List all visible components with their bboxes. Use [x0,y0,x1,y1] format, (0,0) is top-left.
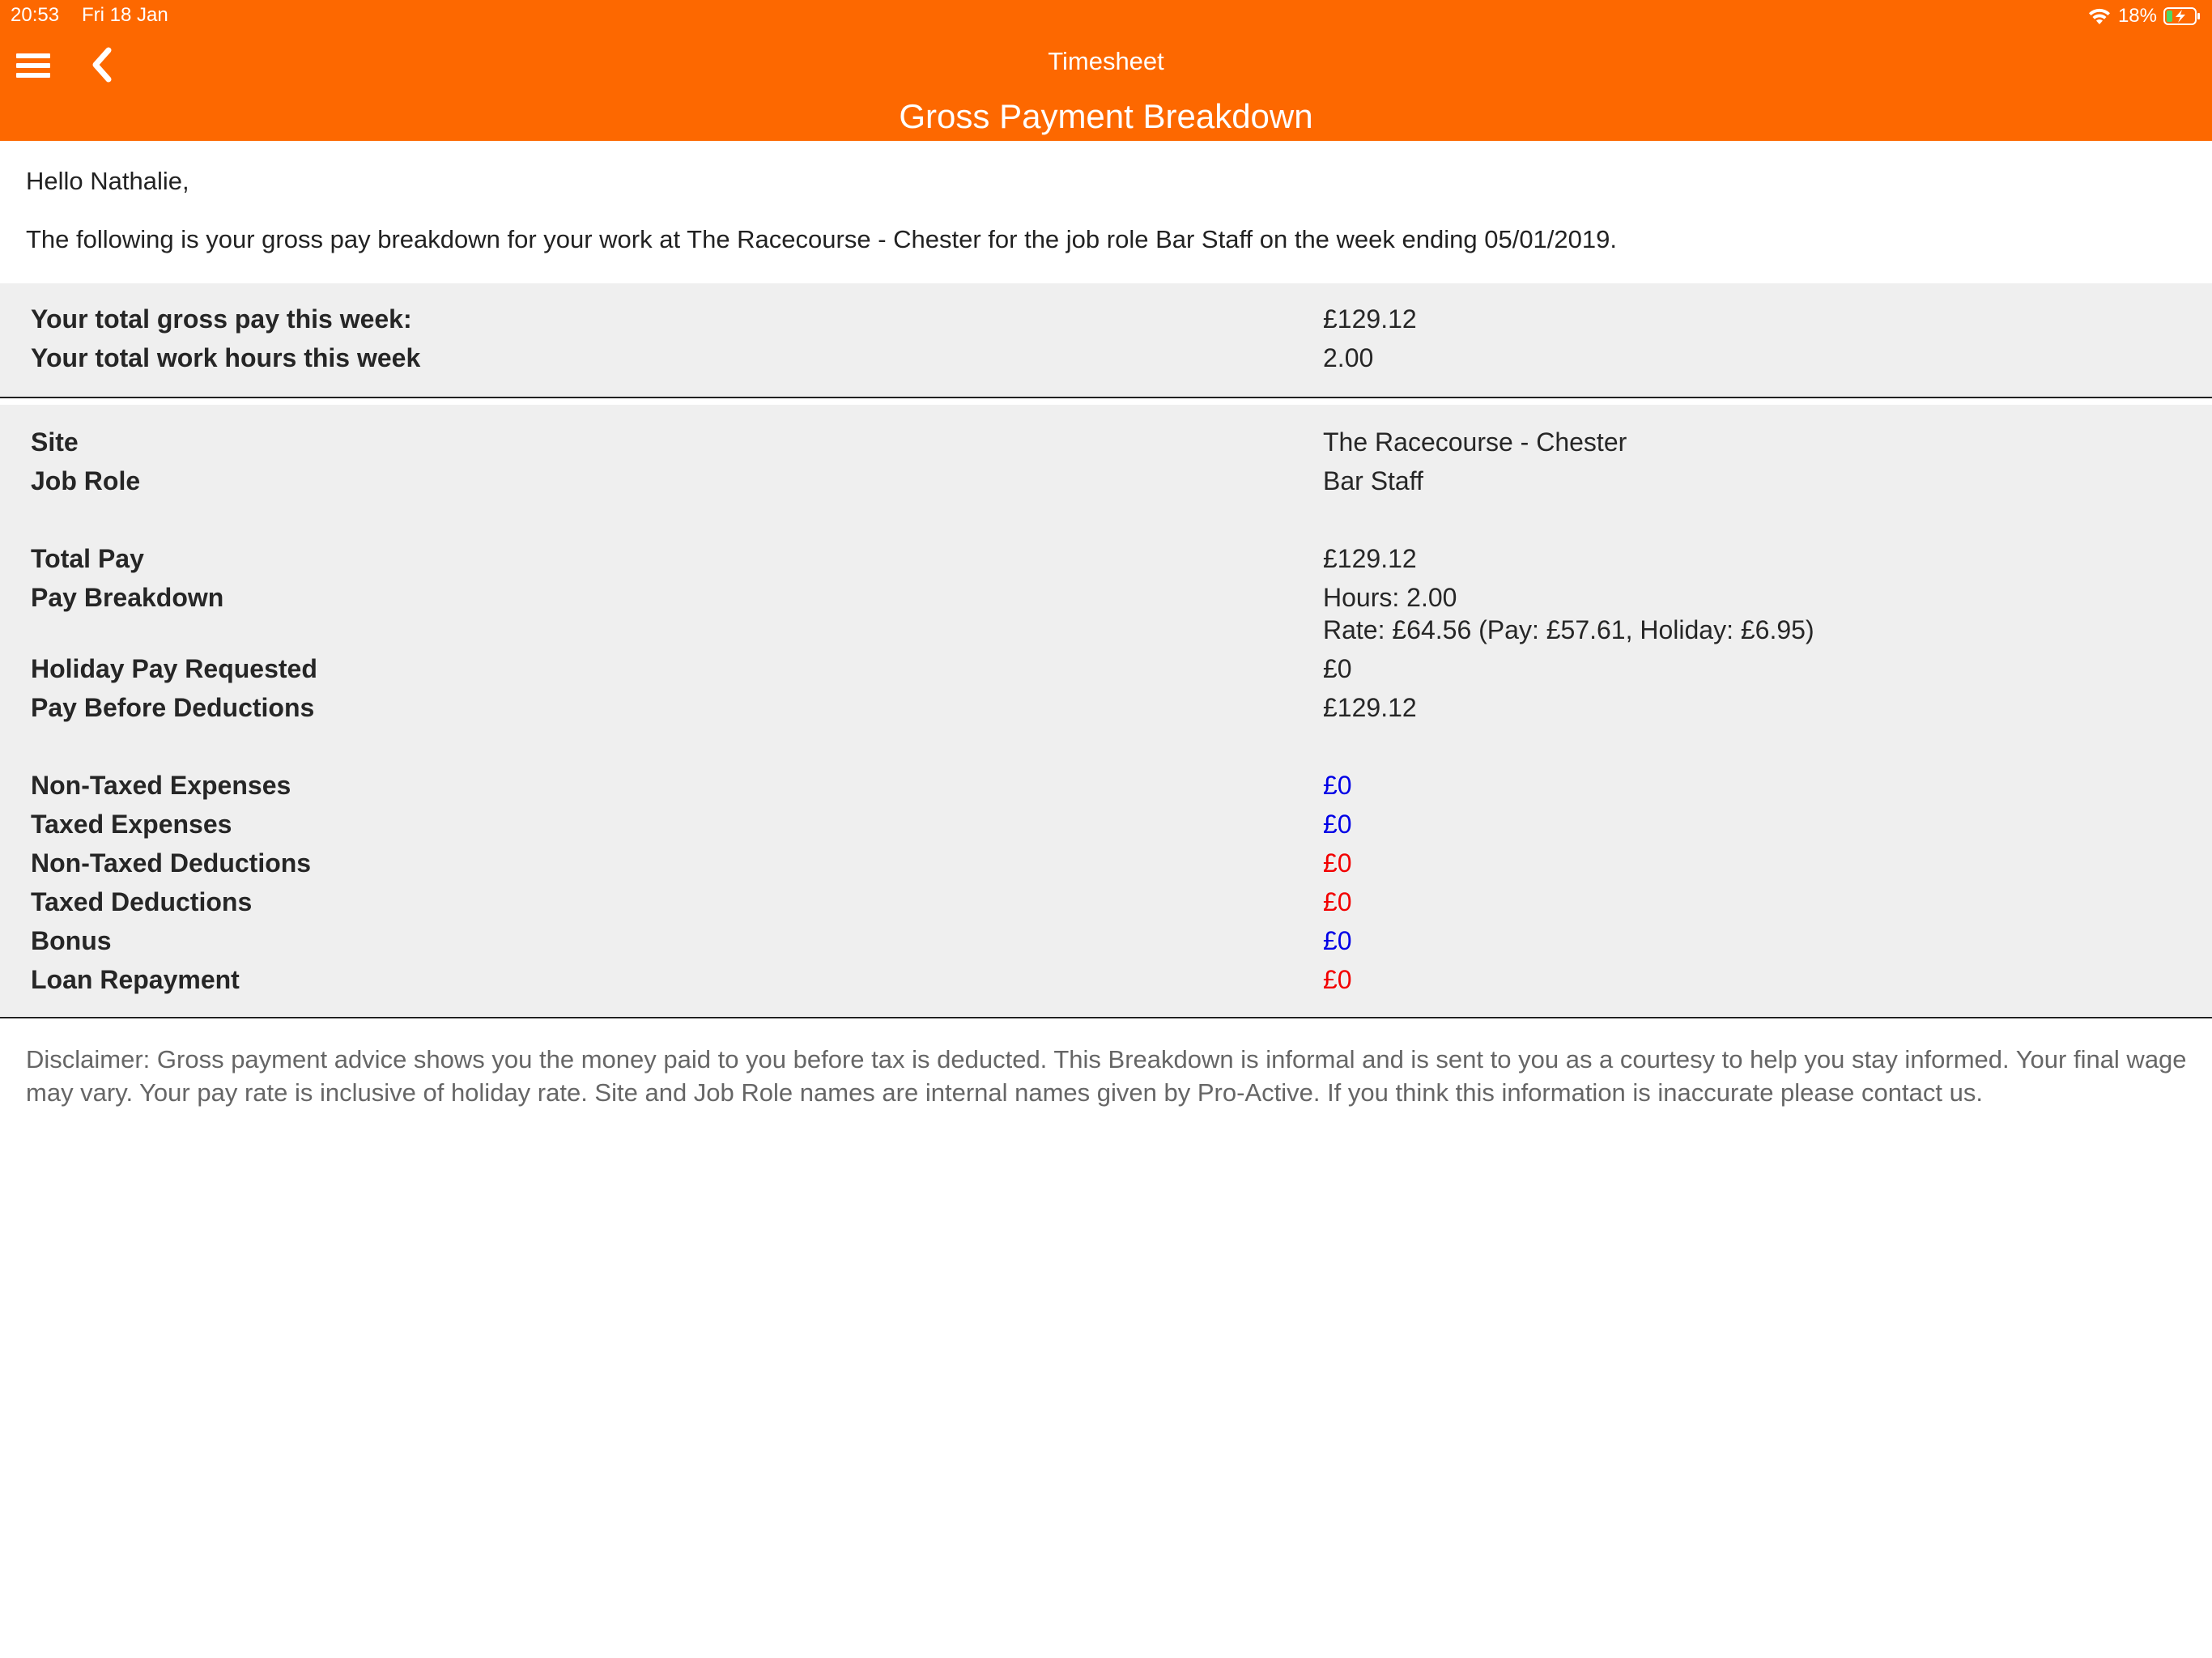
job-role-value: Bar Staff [1323,466,1423,495]
status-indicators [2087,2,2201,31]
bonus-label: Bonus [31,926,112,955]
battery-percentage: 18% [2117,5,2157,27]
job-role-label: Job Role [31,466,141,495]
site-value: The Racecourse - Chester [1323,427,1627,457]
total-pay-value: £129.12 [1323,544,1417,573]
total-gross-label: Your total gross pay this week: [31,304,412,334]
intro-text: The following is your gross pay breakdown for your work at The Racecourse - Chester for the job role Bar Staff on the week ending 05/01/2019. [26,225,1617,253]
total-hours-label: Your total work hours this week [31,343,421,372]
app-header [0,0,2212,141]
summary-panel [0,283,2212,397]
summary-divider [0,397,2212,398]
wifi-icon [2087,6,2112,26]
non-taxed-deductions-label: Non-Taxed Deductions [31,848,312,878]
taxed-expenses-label: Taxed Expenses [31,810,232,839]
page-title: Gross Payment Breakdown [899,97,1313,135]
pay-before-deductions-value: £129.12 [1323,693,1417,722]
pay-breakdown-hours: Hours: 2.00 [1323,583,1457,612]
pay-before-deductions-label: Pay Before Deductions [31,693,315,722]
header-title: Timesheet [1048,47,1164,75]
non-taxed-deductions-value[interactable]: £0 [1323,848,1352,878]
details-divider [0,1017,2212,1018]
battery-charging-icon [2163,6,2201,26]
bonus-value[interactable]: £0 [1323,926,1352,955]
pay-breakdown-rate: Rate: £64.56 (Pay: £57.61, Holiday: £6.95) [1323,615,1814,644]
site-label: Site [31,427,79,457]
details-panel [0,405,2212,1016]
loan-repayment-label: Loan Repayment [31,965,240,994]
total-hours-value: 2.00 [1323,343,1374,372]
total-gross-value: £129.12 [1323,304,1417,334]
holiday-pay-value: £0 [1323,654,1352,683]
status-time: 20:53 [11,4,60,26]
taxed-deductions-label: Taxed Deductions [31,887,253,916]
holiday-pay-label: Holiday Pay Requested [31,654,317,683]
non-taxed-expenses-label: Non-Taxed Expenses [31,771,291,800]
taxed-expenses-value[interactable]: £0 [1323,810,1352,839]
taxed-deductions-value[interactable]: £0 [1323,887,1352,916]
total-pay-label: Total Pay [31,544,144,573]
loan-repayment-value[interactable]: £0 [1323,965,1352,994]
status-date: Fri 18 Jan [82,4,168,26]
disclaimer-text: Disclaimer: Gross payment advice shows you the money paid to you before tax is deducted. This Breakdown is informal and is sent to you as a courtesy to help you stay informed. Your final wage may vary. Your pay rate is inclusive of holiday rate. Site and Job Role names are internal names given by Pro-Active. If you think this information is inaccurate please contact us. [26,1045,2187,1107]
non-taxed-expenses-value[interactable]: £0 [1323,771,1352,800]
pay-breakdown-label: Pay Breakdown [31,583,224,612]
greeting-text: Hello Nathalie, [26,167,189,195]
